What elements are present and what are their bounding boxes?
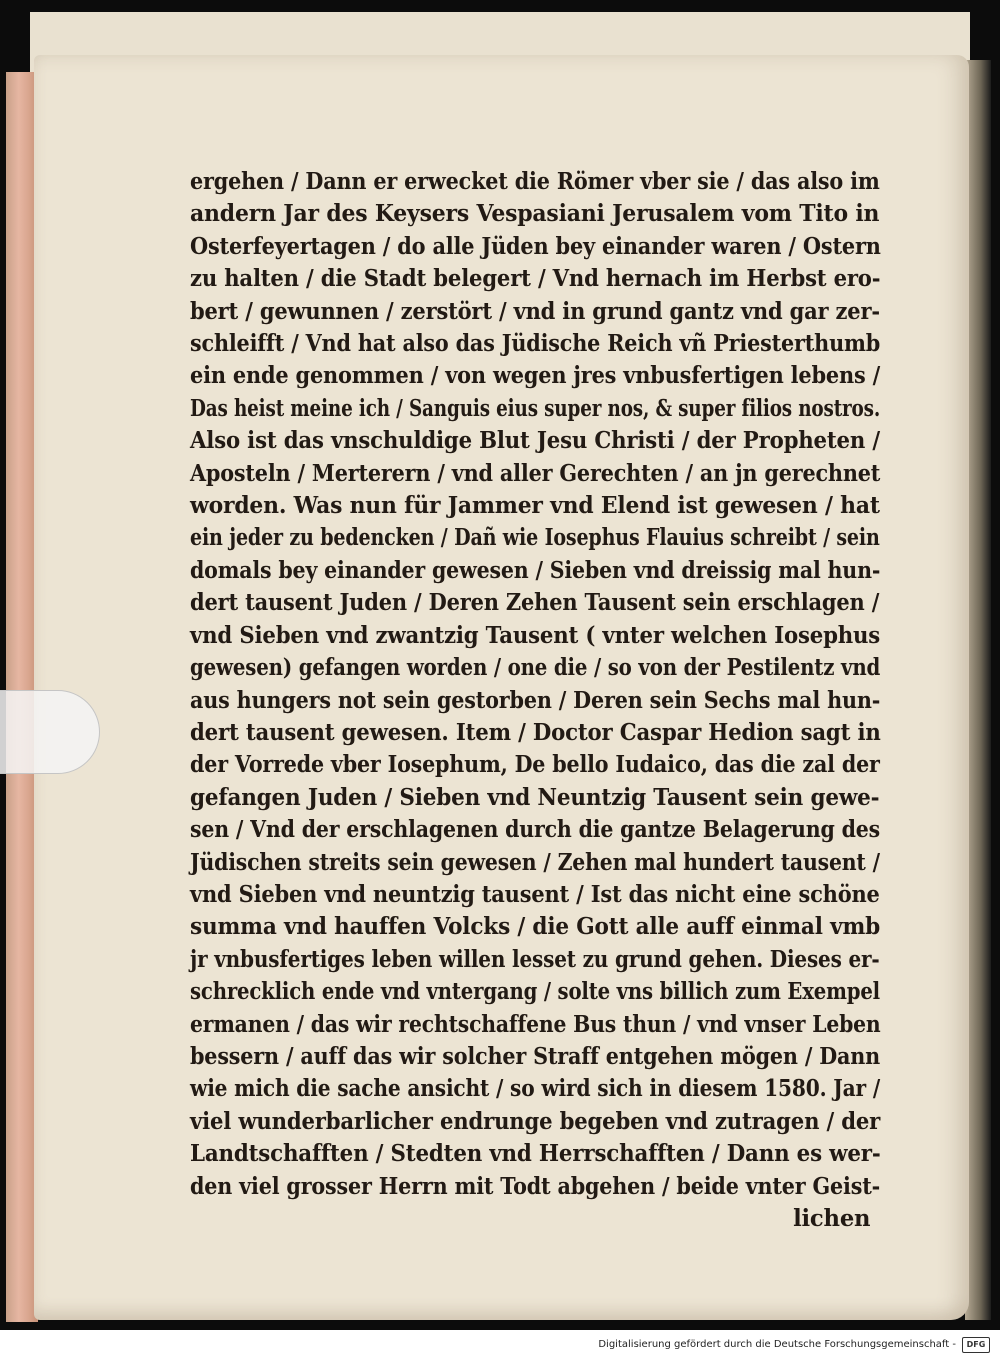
text-line: ein jeder zu bedencken / Dañ wie Iosephus Flauius schreibt / sein: [190, 524, 880, 552]
text-line: gefangen Juden / Sieben vnd Neuntzig Tausent sein gewe-: [190, 783, 880, 811]
text-line: Also ist das vnschuldige Blut Jesu Christi / der Propheten /: [190, 427, 880, 455]
text-line: viel wunderbarlicher endrunge begeben vnd zutragen / der: [190, 1107, 881, 1135]
text-line: zu halten / die Stadt belegert / Vnd hernach im Herbst ero-: [190, 265, 881, 293]
text-line: den viel grosser Herrn mit Todt abgehen / beide vnter Geist-: [190, 1172, 880, 1200]
text-line: dert tausent Juden / Deren Zehen Tausent sein erschlagen /: [190, 589, 880, 617]
page-text: [190, 166, 890, 1235]
text-line: vnd Sieben vnd neuntzig tausent / Ist das nicht eine schöne: [190, 880, 880, 908]
text-line: ermanen / das wir rechtschaffene Bus thun / vnd vnser Leben: [190, 1010, 881, 1038]
text-line: ergehen / Dann er erwecket die Römer vber sie / das also im: [190, 168, 880, 195]
text-line: der Vorrede vber Iosephum, De bello Iudaico, das die zal der: [190, 751, 880, 779]
text-line: andern Jar des Keysers Vespasiani Jerusalem vom Tito in: [190, 200, 880, 228]
text-line: bessern / auff das wir solcher Straff entgehen mögen / Dann: [190, 1042, 881, 1070]
text-line: wie mich die sache ansicht / so wird sich in diesem 1580. Jar /: [190, 1075, 881, 1103]
text-line: schleifft / Vnd hat also das Jüdische Reich vñ Priesterthumb: [190, 330, 881, 358]
page-clip: [0, 690, 100, 774]
text-line: dert tausent gewesen. Item / Doctor Caspar Hedion sagt in: [190, 718, 881, 746]
text-line: Aposteln / Merterern / vnd aller Gerechten / an jn gerechnet: [190, 459, 881, 487]
text-line: summa vnd hauffen Volcks / die Gott alle auff einmal vmb: [190, 913, 881, 941]
text-line: Das heist meine ich / Sanguis eius super nos, & super filios nostros.: [190, 394, 881, 422]
text-line: domals bey einander gewesen / Sieben vnd dreissig mal hun-: [190, 556, 881, 584]
text-line: sen / Vnd der erschlagenen durch die gantze Belagerung des: [190, 816, 880, 844]
text-line: schrecklich ende vnd vntergang / solte vns billich zum Exempel: [190, 978, 880, 1006]
text-line: ein ende genommen / von wegen jres vnbusfertigen lebens /: [190, 362, 881, 390]
footer-bar: [0, 1330, 1000, 1359]
text-line: gewesen) gefangen worden / one die / so von der Pestilentz vnd: [190, 654, 881, 682]
text-line: worden. Was nun für Jammer vnd Elend ist gewesen / hat: [190, 492, 880, 520]
text-line: lichen: [793, 1205, 871, 1232]
footer-credit: Digitalisierung gefördert durch die Deutsche Forschungsgemeinschaft -: [598, 1339, 956, 1350]
text-line: Jüdischen streits sein gewesen / Zehen mal hundert tausent /: [190, 848, 880, 876]
text-line: jr vnbusfertiges leben willen lesset zu grund gehen. Dieses er-: [190, 945, 880, 973]
text-line: Landtschafften / Stedten vnd Herrschafften / Dann es wer-: [190, 1140, 881, 1168]
text-line: bert / gewunnen / zerstört / vnd in grund gantz vnd gar zer-: [190, 297, 880, 325]
text-line: vnd Sieben vnd zwantzig Tausent ( vnter welchen Iosephus: [190, 621, 881, 649]
text-line: aus hungers not sein gestorben / Deren sein Sechs mal hun-: [190, 686, 881, 714]
dfg-logo-icon: DFG: [962, 1337, 990, 1353]
text-line: Osterfeyertagen / do alle Jüden bey einander waren / Ostern: [190, 232, 881, 260]
